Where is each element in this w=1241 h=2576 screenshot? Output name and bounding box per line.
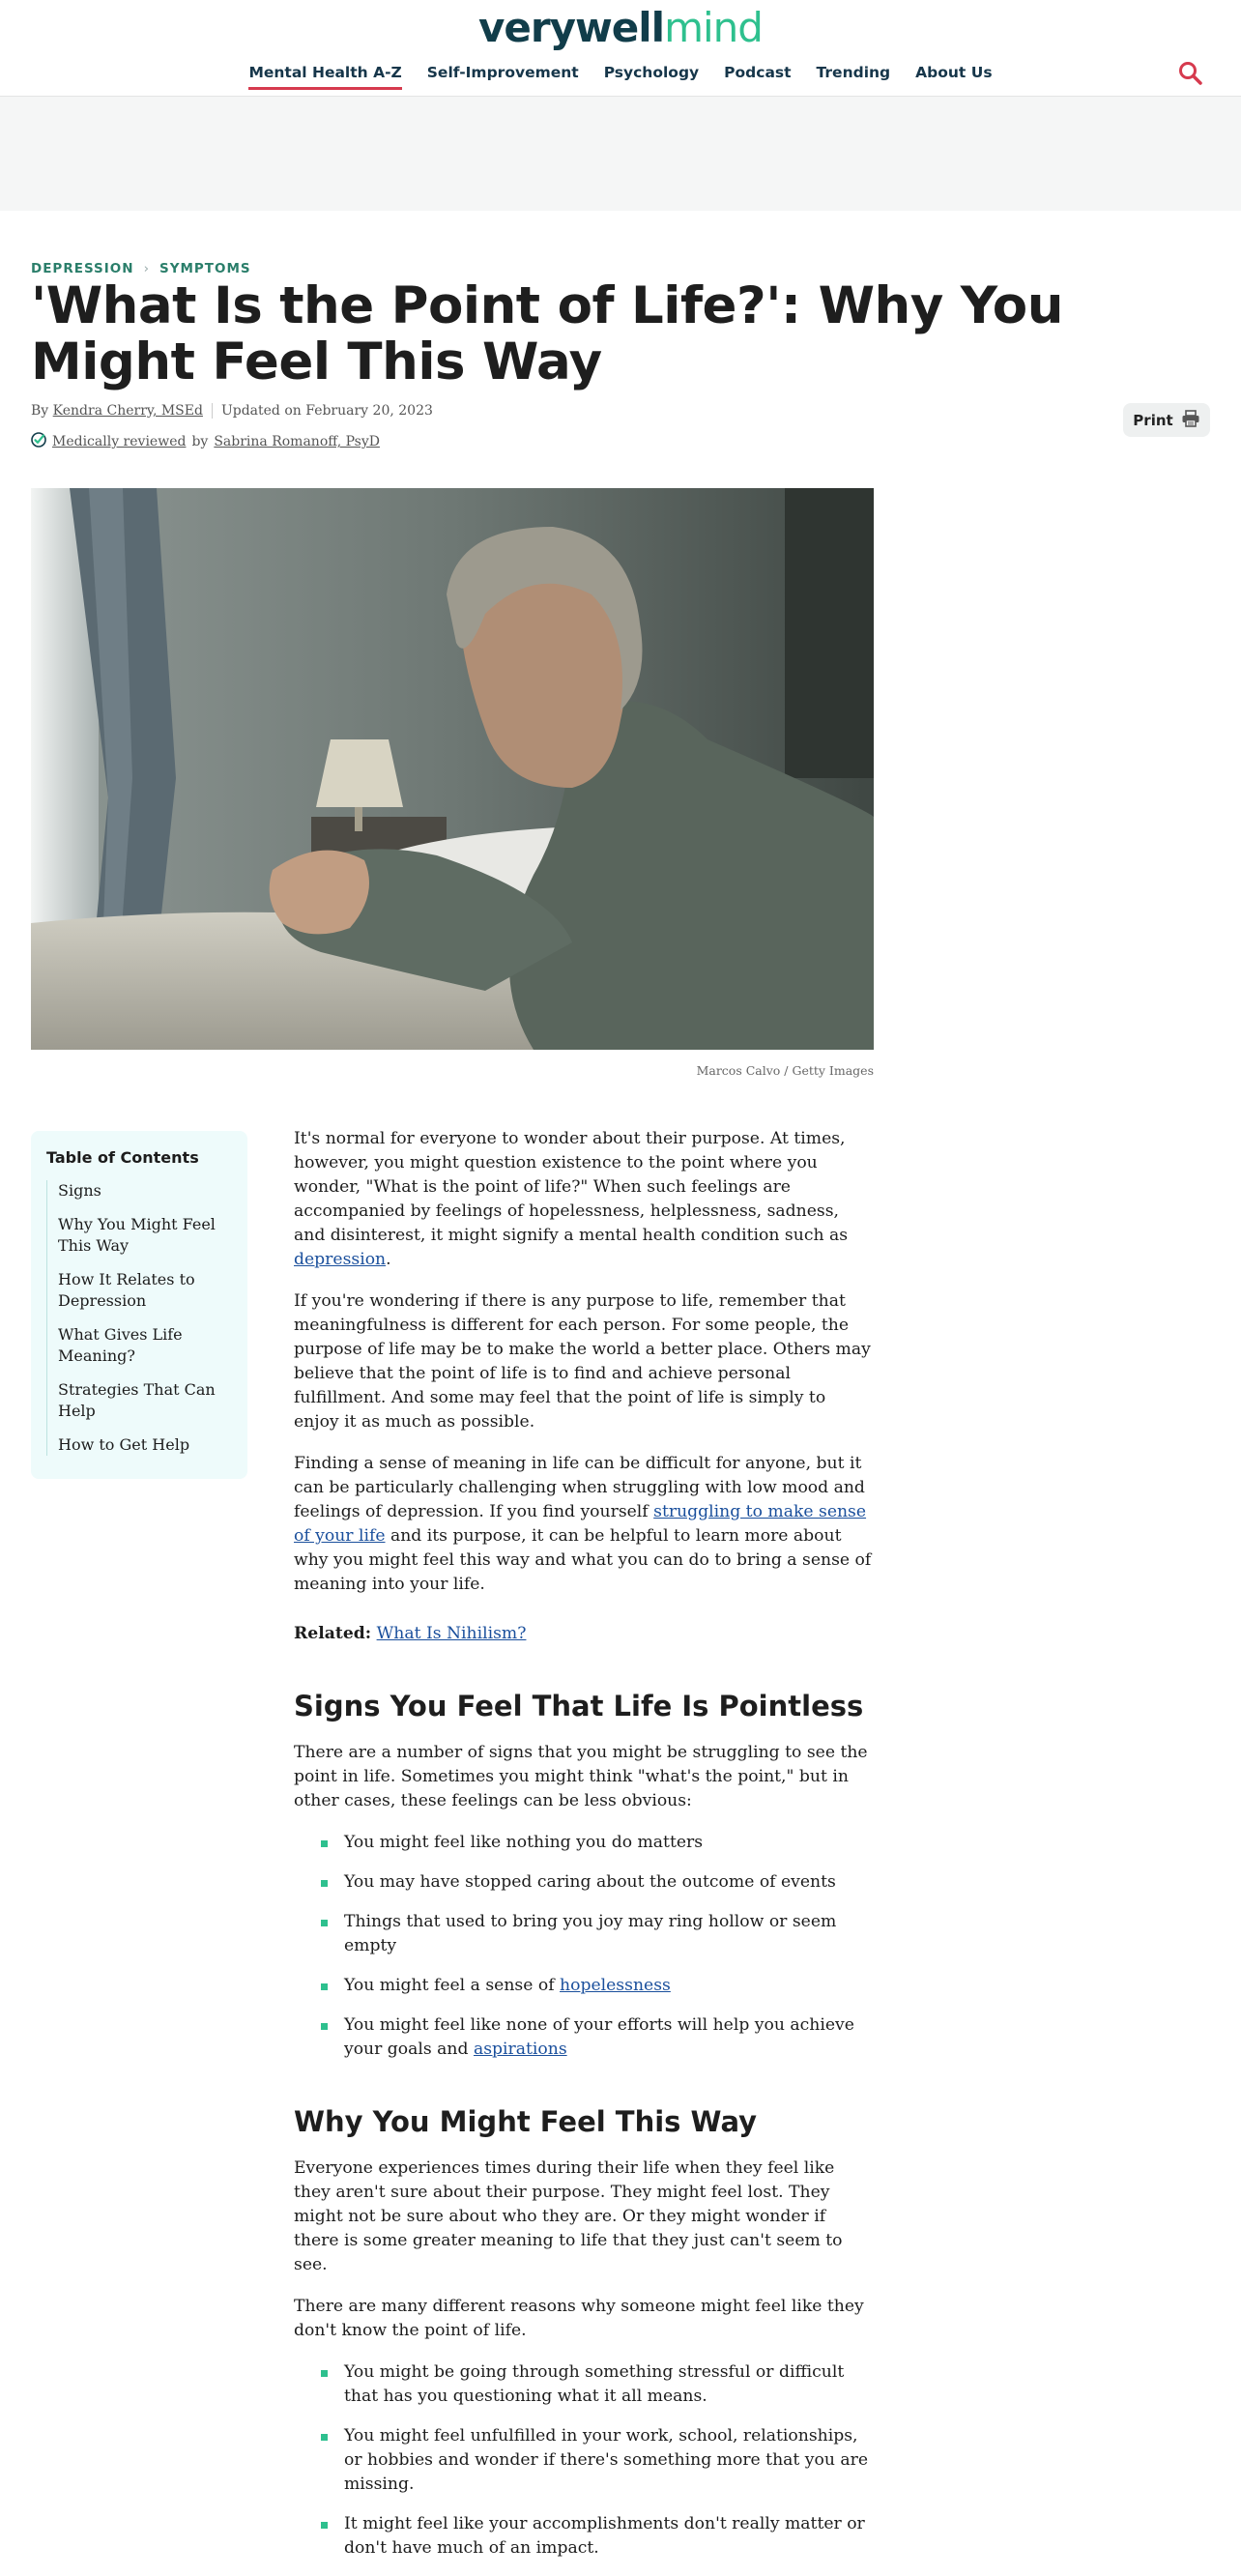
site-logo[interactable] xyxy=(0,4,1241,51)
reasons-list xyxy=(321,2360,874,2561)
page-title: 'What Is the Point of Life?': Why You Might Feel This Way xyxy=(31,276,1063,391)
nav-psychology[interactable]: Psychology xyxy=(603,64,700,81)
reviewer-link[interactable]: Sabrina Romanoff, PsyD xyxy=(214,434,380,449)
list-item: It might feel like your accomplishments don't really matter or don't have much of an impact. xyxy=(321,2512,874,2561)
list-item: You may have stopped caring about the outcome of events xyxy=(321,1870,874,1895)
toc-item-why[interactable]: Why You Might Feel This Way xyxy=(58,1215,216,1255)
list-item: You might be going through something stressful or difficult that has you questioning what it all means. xyxy=(321,2360,874,2409)
list-item xyxy=(321,1974,874,1998)
related-label: Related: xyxy=(294,1624,372,1643)
toc-item-meaning[interactable]: What Gives Life Meaning? xyxy=(58,1325,183,1365)
nav-self-improvement[interactable]: Self-Improvement xyxy=(426,64,579,81)
toc-title: Table of Contents xyxy=(46,1148,199,1167)
toc-item-get-help[interactable]: How to Get Help xyxy=(58,1435,190,1454)
print-label: Print xyxy=(1133,411,1173,429)
medically-reviewed-link[interactable]: Medically reviewed xyxy=(52,434,187,449)
list-item xyxy=(321,2013,874,2062)
logo-main: verywell xyxy=(478,4,665,51)
article-body xyxy=(294,1127,874,2576)
signs-intro: There are a number of signs that you might be struggling to see the point in life. Sometimes you might think "what's the point," but in other cases, these feelings can be less obvious: xyxy=(294,1743,868,1810)
byline-prefix: By xyxy=(31,403,49,419)
image-credit: Marcos Calvo / Getty Images xyxy=(696,1063,874,1078)
toc-item-depression[interactable]: How It Relates to Depression xyxy=(58,1270,195,1310)
ad-banner xyxy=(0,97,1241,211)
intro-paragraph-3 xyxy=(294,1452,874,1597)
printer-icon xyxy=(1181,410,1200,431)
related-link[interactable]: What Is Nihilism? xyxy=(376,1624,527,1643)
why-paragraph-2: There are many different reasons why someone might feel like they don't know the point of life. xyxy=(294,2297,864,2340)
byline-divider xyxy=(212,403,213,419)
toc-item-signs[interactable]: Signs xyxy=(58,1181,101,1200)
depression-link[interactable]: depression xyxy=(294,1250,387,1269)
updated-date: Updated on February 20, 2023 xyxy=(220,403,433,419)
site-header xyxy=(0,0,1241,97)
toc-list xyxy=(46,1180,232,1456)
nav-about-us[interactable]: About Us xyxy=(915,64,993,81)
aspirations-link[interactable]: aspirations xyxy=(473,2040,567,2059)
p3-end: and its purpose, it can be helpful to learn more about why you might feel this way and what you can do to bring a sense of meaning into your life. xyxy=(294,1526,872,1594)
author-link[interactable]: Kendra Cherry, MSEd xyxy=(52,403,203,419)
search-icon[interactable] xyxy=(1177,60,1204,87)
main-nav xyxy=(0,64,1241,90)
nav-mental-health-a-z[interactable]: Mental Health A-Z xyxy=(248,64,401,90)
breadcrumb-symptoms[interactable]: SYMPTOMS xyxy=(159,261,251,276)
list-item: You might feel like nothing you do matters xyxy=(321,1831,874,1855)
signs-list xyxy=(321,1831,874,2062)
list-item: Things that used to bring you joy may ring hollow or seem empty xyxy=(321,1910,874,1958)
breadcrumb-depression[interactable]: DEPRESSION xyxy=(31,261,134,276)
related-article xyxy=(294,1622,874,1646)
p3-text: Finding a sense of meaning in life can be difficult for anyone, but it can be particularly challenging when struggling with low mood and feelings of depression. If you find yourself xyxy=(294,1454,865,1521)
hero-image xyxy=(31,488,874,1050)
medical-review xyxy=(31,432,380,451)
p1-end: . xyxy=(386,1250,391,1269)
heading-why: Why You Might Feel This Way xyxy=(294,2105,758,2138)
struggling-link[interactable]: struggling to make sense of your life xyxy=(294,1502,867,1546)
table-of-contents xyxy=(31,1131,247,1479)
breadcrumb xyxy=(31,261,251,276)
print-button[interactable] xyxy=(1123,403,1210,437)
logo-sub: mind xyxy=(664,4,763,51)
intro-paragraph-1 xyxy=(294,1127,874,1272)
list-item: You might feel unfulfilled in your work, school, relationships, or hobbies and wonder if there's something more that you are missing. xyxy=(321,2424,874,2497)
nav-podcast[interactable]: Podcast xyxy=(724,64,792,81)
toc-item-strategies[interactable]: Strategies That Can Help xyxy=(58,1380,216,1420)
nav-trending[interactable]: Trending xyxy=(816,64,891,81)
check-badge-icon xyxy=(31,432,46,451)
heading-signs: Signs You Feel That Life Is Pointless xyxy=(294,1690,864,1722)
why-paragraph-1: Everyone experiences times during their life when they feel like they aren't sure about their purpose. They might feel lost. They might not be sure about who they are. Or they might wonder if there is some greater meaning to life that they just can't seem to see. xyxy=(294,2158,843,2274)
intro-paragraph-2: If you're wondering if there is any purpose to life, remember that meaningfulness is different for each person. For some people, the purpose of life may be to make the world a better place. Others may believe that the point of life is to find and achieve personal fulfillment. And some may feel that the point of life is simply to enjoy it as much as possible. xyxy=(294,1291,871,1432)
s5-text: You might feel like none of your efforts will help you achieve your goals and xyxy=(344,2015,854,2059)
s4-text: You might feel a sense of xyxy=(344,1976,561,1995)
chevron-right-icon: › xyxy=(143,261,150,276)
p1-text: It's normal for everyone to wonder about their purpose. At times, however, you might question existence to the point where you wonder, "What is the point of life?" When such feelings are accompanied by feelings of hopelessness, helplessness, sadness, and disinterest, it might signify a mental health condition such as xyxy=(294,1129,849,1245)
hopelessness-link[interactable]: hopelessness xyxy=(560,1976,671,1995)
reviewed-by-text: by xyxy=(191,434,209,449)
byline xyxy=(31,403,433,419)
